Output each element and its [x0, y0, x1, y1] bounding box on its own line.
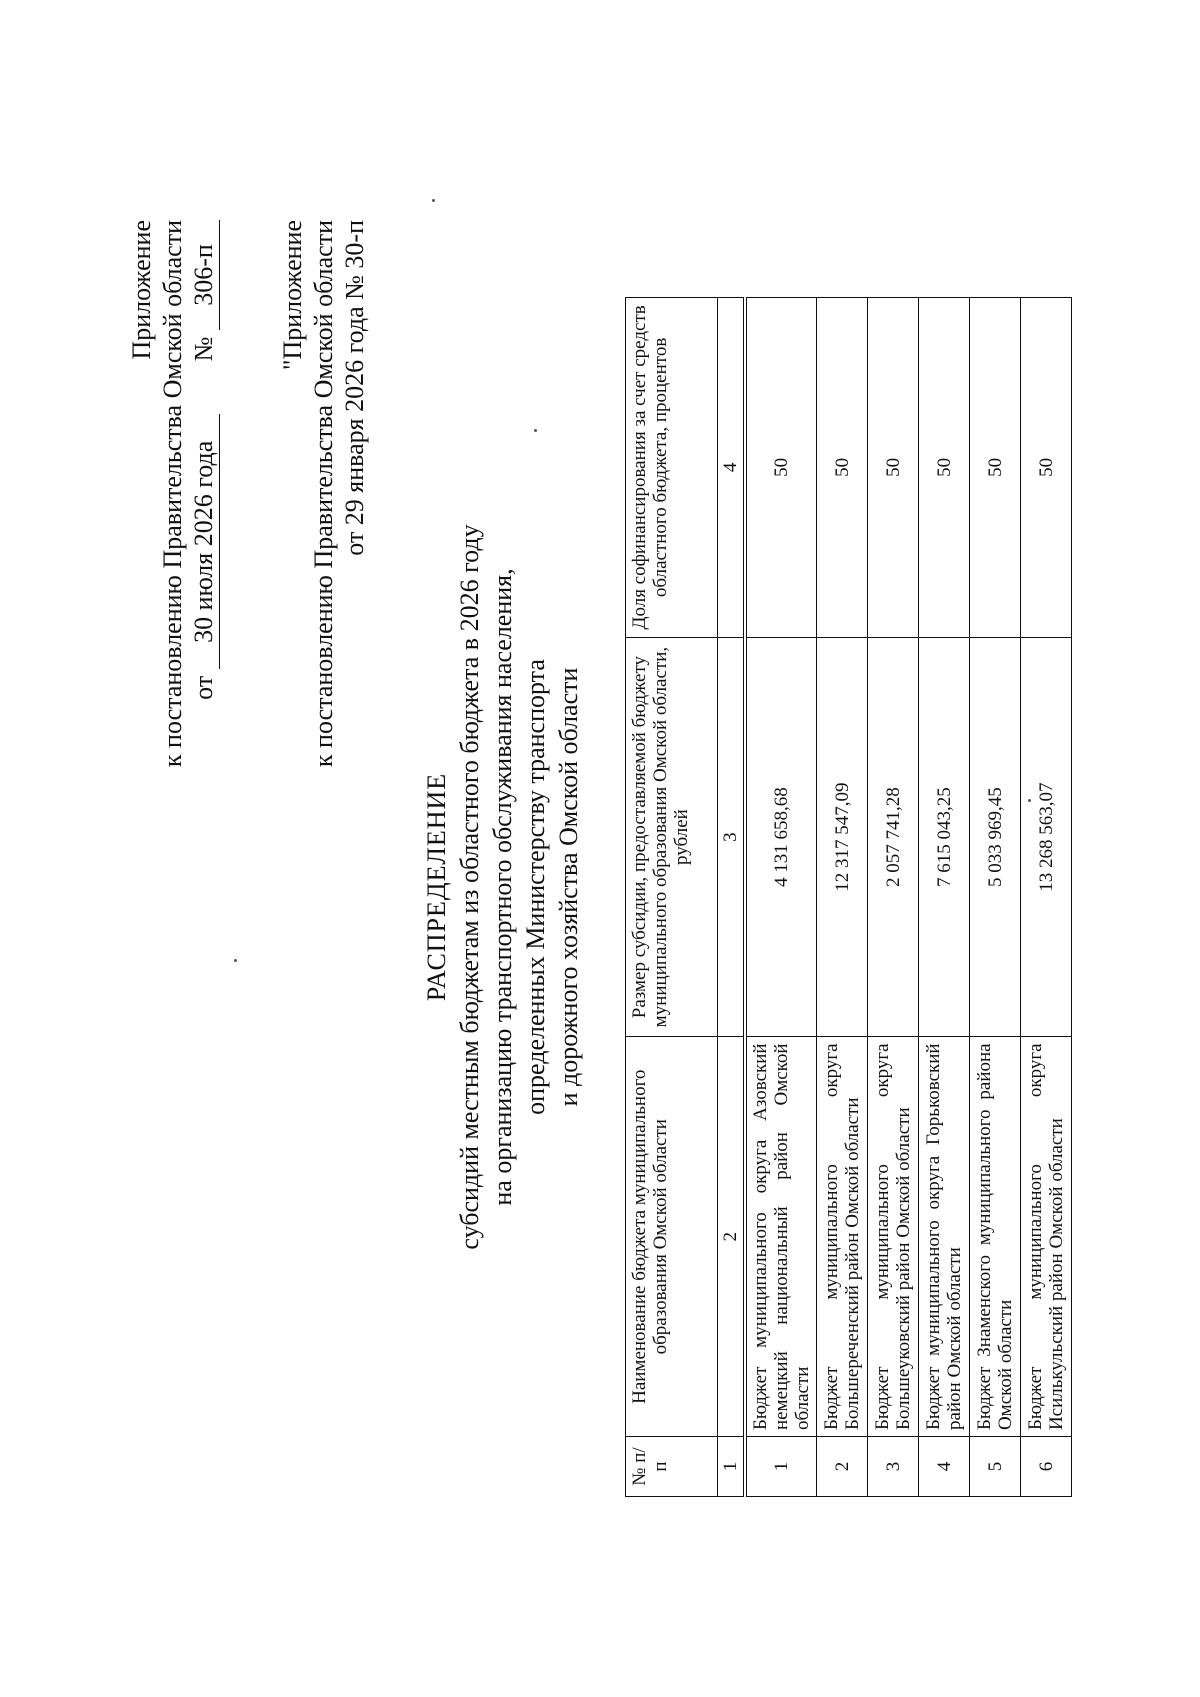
budget-name: Бюджет муниципального округа Исилькульский район Омской области — [1021, 1037, 1072, 1437]
row-number: 2 — [817, 1437, 868, 1497]
column-number: 3 — [718, 637, 746, 1037]
table-row — [868, 298, 919, 1497]
scan-speck — [534, 429, 537, 432]
date-value: 30 июля 2026 года — [188, 414, 220, 669]
column-header-name: Наименование бюджета муниципального образования Омской области — [626, 1037, 718, 1437]
row-number: 4 — [919, 1437, 970, 1497]
budget-name: Бюджет муниципального округа Большереченский район Омской области — [817, 1037, 868, 1437]
appendix-date-line — [188, 220, 220, 767]
cofinancing-share: 50 — [970, 298, 1021, 638]
title-heading: РАСПРЕДЕЛЕНИЕ — [422, 772, 451, 1002]
budget-name: Бюджет муниципального округа Большеуковский район Омской области — [868, 1037, 919, 1437]
title-line-2: на организацию транспортного обслуживания населения, — [488, 568, 517, 1206]
scan-speck — [1028, 799, 1031, 802]
cofinancing-share: 50 — [745, 298, 817, 638]
cofinancing-share: 50 — [1021, 298, 1072, 638]
column-number-row — [718, 298, 746, 1497]
previous-appendix-header — [277, 220, 370, 767]
table-row — [919, 298, 970, 1497]
table-row — [745, 298, 817, 1497]
scan-speck — [432, 199, 435, 202]
subsidy-amount: 7 615 043,25 — [919, 637, 970, 1037]
column-header-amount: Размер субсидии, предоставляемой бюджету муниципального образования Омской области, рублей — [626, 637, 718, 1037]
previous-appendix-label: "Приложение — [278, 220, 307, 371]
cofinancing-share: 50 — [919, 298, 970, 638]
column-number: 1 — [718, 1437, 746, 1497]
title-line-4: и дорожного хозяйства Омской области — [554, 667, 583, 1107]
budget-name: Бюджет муниципального округа Азовский немецкий национальный район Омской области — [745, 1037, 817, 1437]
row-number: 5 — [970, 1437, 1021, 1497]
scan-speck — [234, 959, 237, 962]
column-header-share: Доля софинансирования за счет средств областного бюджета, процентов — [626, 298, 718, 638]
subsidy-amount: 13 268 563,07 — [1021, 637, 1072, 1037]
row-number: 6 — [1021, 1437, 1072, 1497]
distribution-table — [625, 297, 1072, 1497]
document-title — [420, 437, 585, 1337]
column-number: 2 — [718, 1037, 746, 1437]
appendix-label: Приложение — [127, 220, 156, 360]
previous-appendix-resolution: к постановлению Правительства Омской области — [309, 220, 338, 768]
budget-name: Бюджет муниципального округа Горьковский район Омской области — [919, 1037, 970, 1437]
cofinancing-share: 50 — [868, 298, 919, 638]
row-number: 3 — [868, 1437, 919, 1497]
number-prefix: № — [189, 336, 218, 362]
column-header-number: № п/п — [626, 1437, 718, 1497]
budget-name: Бюджет Знаменского муниципального района Омской области — [970, 1037, 1021, 1437]
subsidy-amount: 2 057 741,28 — [868, 637, 919, 1037]
appendix-resolution: к постановлению Правительства Омской области — [158, 220, 187, 768]
title-line-3: определенных Министерству транспорта — [521, 659, 550, 1115]
table-row — [817, 298, 868, 1497]
subsidy-amount: 4 131 658,68 — [745, 637, 817, 1037]
column-number: 4 — [718, 298, 746, 638]
table-row — [1021, 298, 1072, 1497]
table-row — [970, 298, 1021, 1497]
number-value: 306-п — [188, 220, 220, 330]
table-header-row — [626, 298, 718, 1497]
date-prefix: от — [189, 675, 218, 700]
previous-appendix-date: от 29 января 2026 года № 30-п — [340, 220, 369, 556]
title-line-1: субсидий местным бюджетам из областного бюджета в 2026 году — [455, 524, 484, 1250]
appendix-header — [126, 220, 220, 767]
cofinancing-share: 50 — [817, 298, 868, 638]
subsidy-amount: 12 317 547,09 — [817, 637, 868, 1037]
subsidy-amount: 5 033 969,45 — [970, 637, 1021, 1037]
row-number: 1 — [745, 1437, 817, 1497]
